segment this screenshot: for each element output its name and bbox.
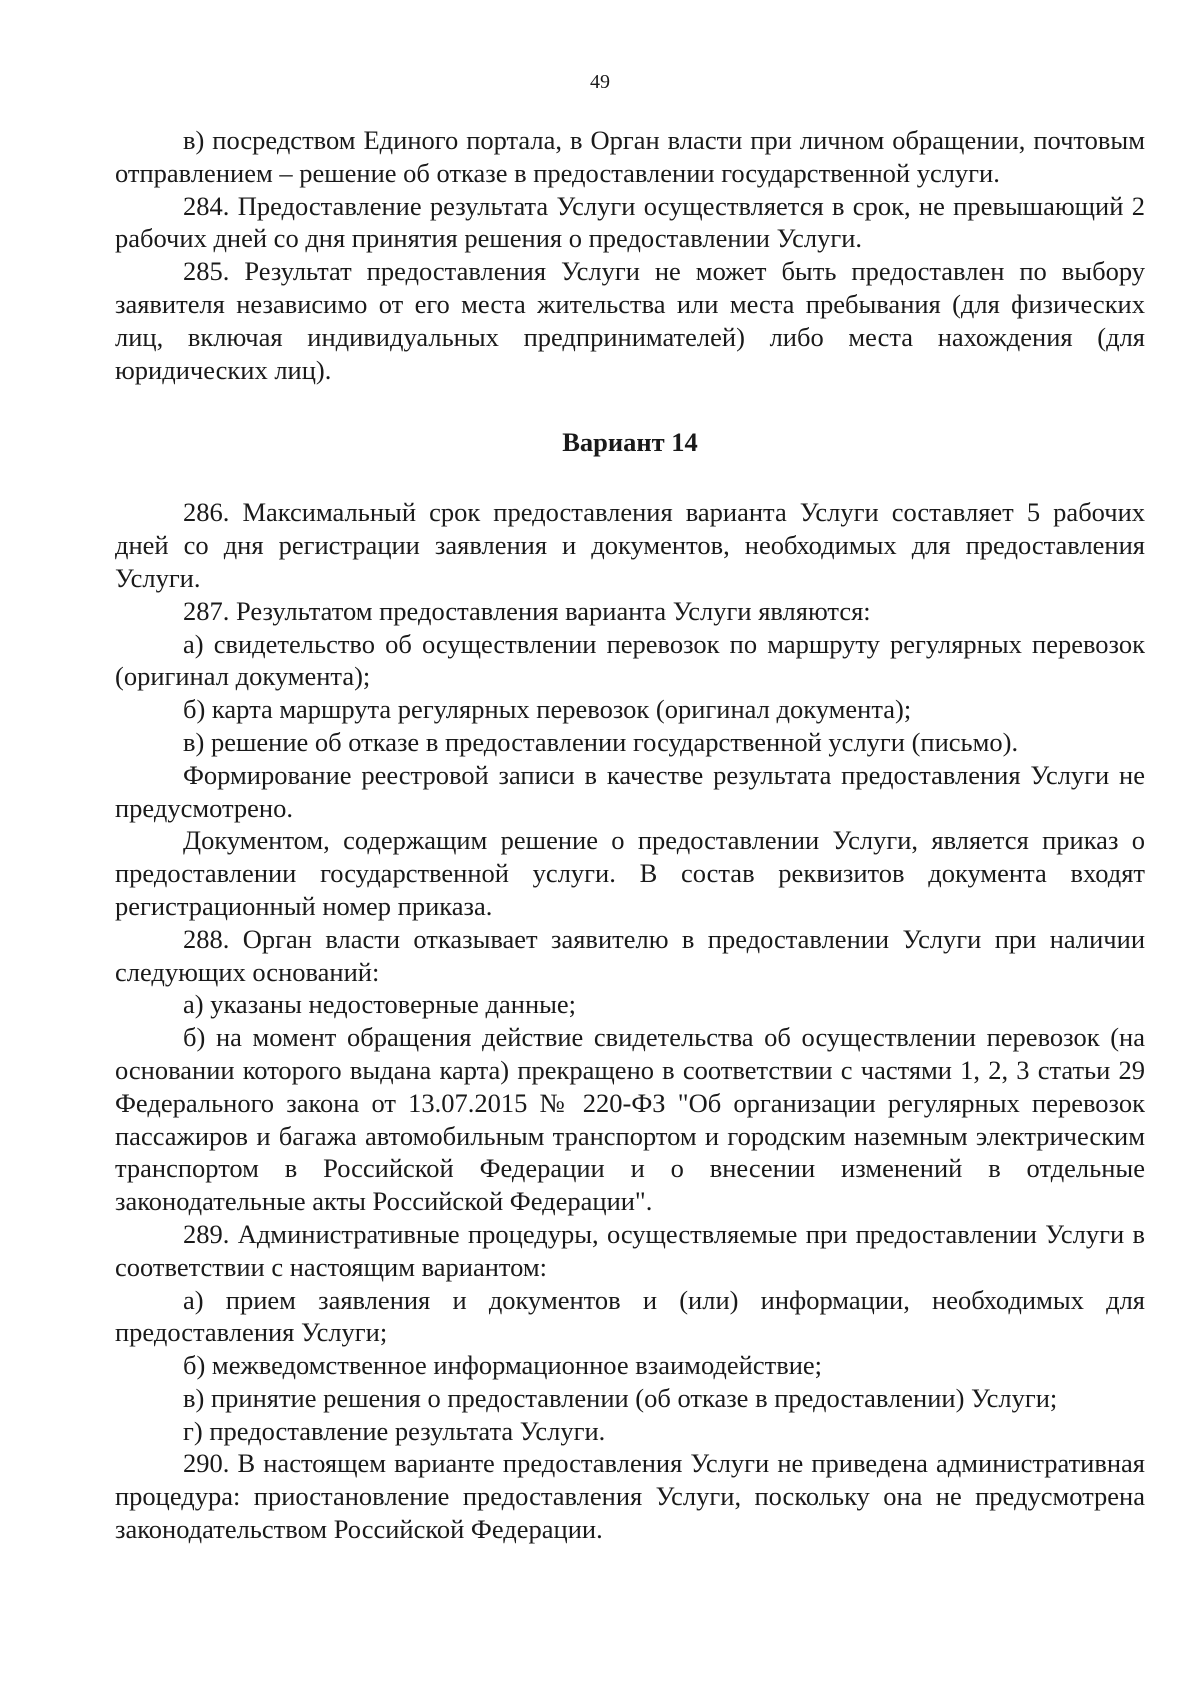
paragraph: б) межведомственное информационное взаимодействие; (183, 1350, 823, 1381)
paragraph: 286. Максимальный срок предоставления варианта Услуги составляет 5 рабочих дней со дня регистрации заявления и документов, необходимых для предоставления Услуги. (115, 497, 1145, 593)
paragraph: б) карта маршрута регулярных перевозок (оригинал документа); (183, 694, 912, 725)
document-body (115, 124, 1145, 1546)
paragraph: а) указаны недостоверные данные; (183, 989, 577, 1020)
paragraph: Документом, содержащим решение о предоставлении Услуги, является приказ о предоставлении государственной услуги. В состав реквизитов документа входят регистрационный номер приказа. (115, 825, 1145, 921)
paragraph: 284. Предоставление результата Услуги осуществляется в срок, не превышающий 2 рабочих дней со дня принятия решения о предоставлении Услуги. (115, 190, 1145, 254)
paragraph: 285. Результат предоставления Услуги не может быть предоставлен по выбору заявителя независимо от его места жительства или места пребывания (для физических лиц, включая индивидуальных предпринимателей) либо места нахождения (для юридических лиц). (115, 256, 1145, 385)
paragraph: 288. Орган власти отказывает заявителю в предоставлении Услуги при наличии следующих оснований: (115, 923, 1145, 987)
paragraph: а) прием заявления и документов и (или) информации, необходимых для предоставления Услуги; (115, 1284, 1145, 1348)
paragraph: а) свидетельство об осуществлении перевозок по маршруту регулярных перевозок (оригинал документа); (115, 628, 1145, 692)
paragraph: в) посредством Единого портала, в Орган власти при личном обращении, почтовым отправлением – решение об отказе в предоставлении государственной услуги. (115, 125, 1145, 188)
paragraph: 287. Результатом предоставления варианта Услуги являются: (183, 595, 871, 626)
paragraph: 290. В настоящем варианте предоставления Услуги не приведена административная процедура: приостановление предоставления Услуги, поскольку она не предусмотрена законодательством Российской Федерации. (115, 1448, 1145, 1545)
paragraph: Формирование реестровой записи в качестве результата предоставления Услуги не предусмотрено. (115, 759, 1145, 823)
paragraph: г) предоставление результата Услуги. (183, 1415, 606, 1446)
page-number: 49 (590, 71, 610, 93)
paragraph: б) на момент обращения действие свидетельства об осуществлении перевозок (на основании которого выдана карта) прекращено в соответствии с частями 1, 2, 3 статьи 29 Федерального закона от 13.07.2015 № 220-ФЗ "Об организации регулярных перевозок пассажиров и багажа автомобильным транспортом и городским наземным электрическим транспортом в Российской Федерации и о внесении изменений в отдельные законодательные акты Российской Федерации". (115, 1022, 1145, 1217)
paragraph: в) принятие решения о предоставлении (об отказе в предоставлении) Услуги; (183, 1382, 1058, 1413)
paragraph: 289. Административные процедуры, осуществляемые при предоставлении Услуги в соответствии с настоящим вариантом: (115, 1218, 1145, 1282)
paragraph: в) решение об отказе в предоставлении государственной услуги (письмо). (183, 726, 1019, 757)
section-heading: Вариант 14 (562, 427, 698, 458)
